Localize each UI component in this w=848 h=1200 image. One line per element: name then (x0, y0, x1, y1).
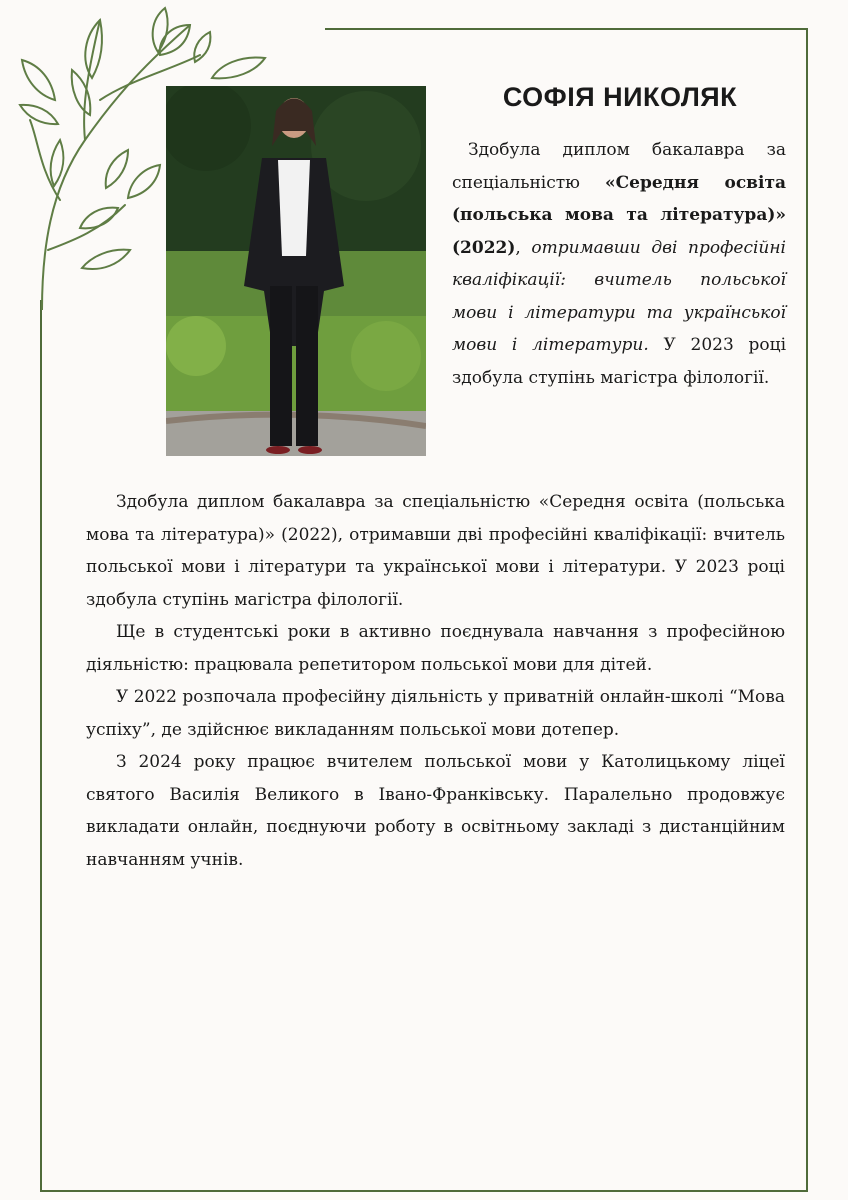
person-name: СОФІЯ НИКОЛЯК (502, 82, 738, 112)
body-paragraph-3: У 2022 розпочала професійну діяльність у приватній онлайн-школі “Мова успіху”, де здійснює викладанням польської мови дотепер. (86, 687, 785, 740)
body-paragraph-1: Здобула диплом бакалавра за спеціальністю «Середня освіта (польська мова та література)» (2022), отримавши дві професійні кваліфікації: вчитель польської мови і літератури та української мови і літератури. У 2023 році здобула ступінь магістра філології. (86, 492, 785, 610)
intro-paragraph (452, 134, 786, 394)
intro-text-start: Здобула диплом бакалавра за спеціальністю (452, 140, 786, 193)
biography-body (86, 486, 785, 876)
intro-qualifications: отримавши дві професійні кваліфікації: вчитель польської мови і літератури та української мови і літератури. (452, 237, 786, 355)
body-paragraph-2: Ще в студентські роки в активно поєднувала навчання з професійною діяльністю: працювала репетитором польської мови для дітей. (86, 622, 785, 675)
intro-separator: , (515, 237, 532, 258)
page-frame-left (40, 300, 42, 1192)
intro-specialty: «Середня освіта (польська мова та література)» (2022) (452, 172, 786, 258)
page-frame-bottom (40, 1190, 808, 1192)
portrait-photo (166, 86, 426, 456)
intro-text-end: У 2023 році здобула ступінь магістра філології. (452, 335, 787, 388)
body-paragraph-4: З 2024 року працює вчителем польської мови у Католицькому ліцеї святого Василія Великого в Івано-Франківську. Паралельно продовжує викладати онлайн, поєднуючи роботу в освітньому закладі з дистанційним навчанням учнів. (86, 752, 785, 870)
